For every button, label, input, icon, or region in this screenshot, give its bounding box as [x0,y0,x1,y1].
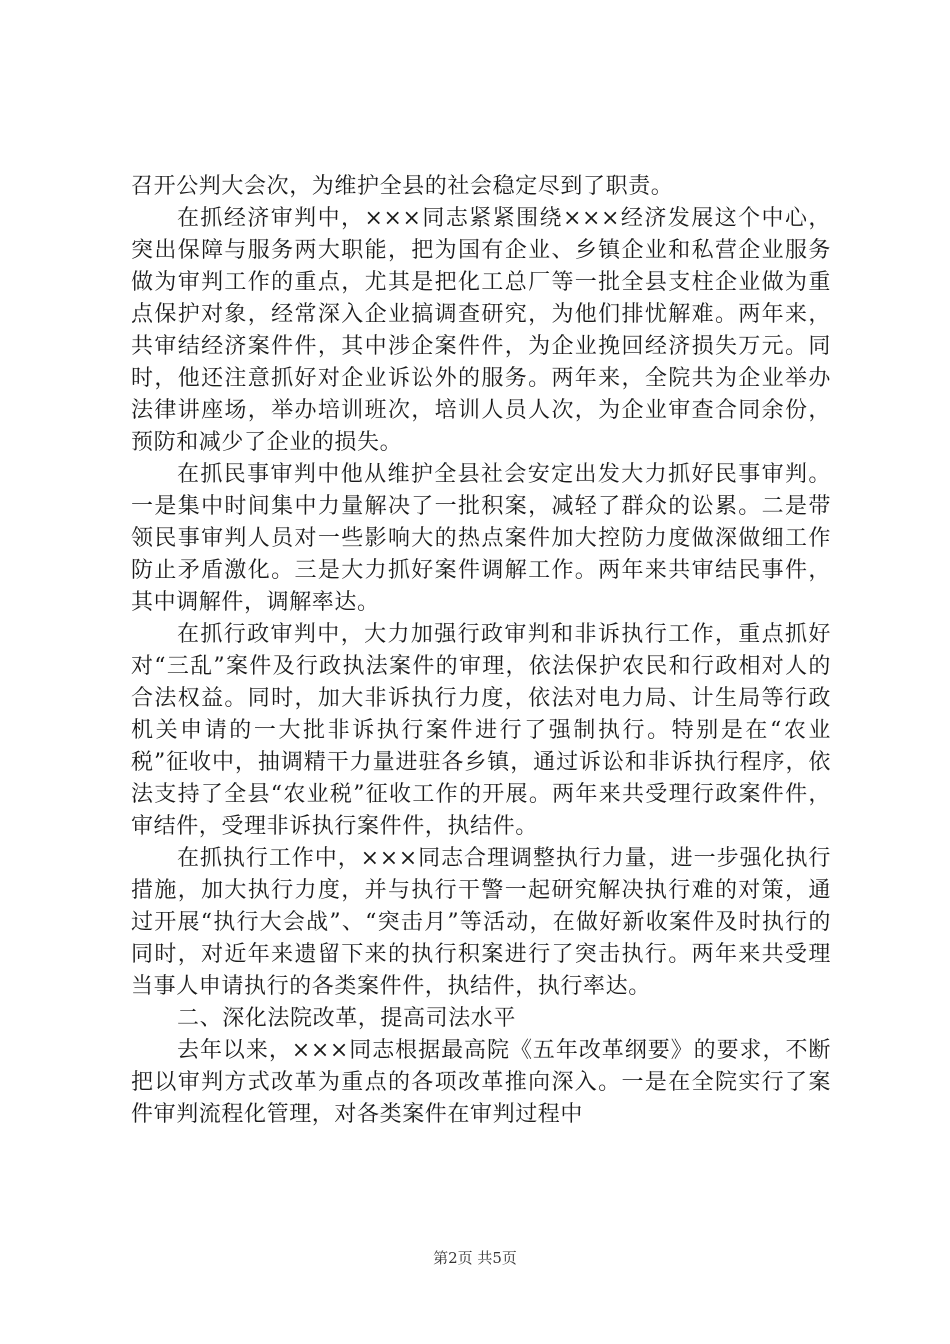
paragraph-2: 在抓经济审判中，×××同志紧紧围绕×××经济发展这个中心，突出保障与服务两大职能，把为国有企业、乡镇企业和私营企业服务做为审判工作的重点，尤其是把化工总厂等一批全县支柱企业做为重点保护对象，经常深入企业搞调查研究，为他们排忧解难。两年来，共审结经济案件件，其中涉企案件件，为企业挽回经济损失万元。同时，他还注意抓好对企业诉讼外的服务。两年来，全院共为企业举办法律讲座场，举办培训班次，培训人员人次，为企业审查合同余份，预防和减少了企业的损失。 [131,206,831,455]
paragraph-1: 召开公判大会次，为维护全县的社会稳定尽到了职责。 [131,174,674,199]
document-body [131,171,831,1131]
section-heading: 二、深化法院改革，提高司法水平 [177,1006,517,1031]
paragraph-4: 在抓行政审判中，大力加强行政审判和非诉执行工作，重点抓好对“三乱”案件及行政执法案件的审理，依法保护农民和行政相对人的合法权益。同时，加大非诉执行力度，依法对电力局、计生局等行政机关申请的一大批非诉执行案件进行了强制执行。特别是在“农业税”征收中，抽调精干力量进驻各乡镇，通过诉讼和非诉执行程序，依法支持了全县“农业税”征收工作的开展。两年来共受理行政案件件，审结件，受理非诉执行案件件，执结件。 [131,622,831,839]
paragraph-5: 在抓执行工作中，×××同志合理调整执行力量，进一步强化执行措施，加大执行力度，并与执行干警一起研究解决执行难的对策，通过开展“执行大会战”、“突击月”等活动，在做好新收案件及时执行的同时，对近年来遗留下来的执行积案进行了突击执行。两年来共受理当事人申请执行的各类案件件，执结件，执行率达。 [131,846,831,999]
paragraph-7: 去年以来，×××同志根据最高院《五年改革纲要》的要求，不断把以审判方式改革为重点的各项改革推向深入。一是在全院实行了案件审判流程化管理，对各类案件在审判过程中 [131,1038,831,1127]
paragraph-3: 在抓民事审判中他从维护全县社会安定出发大力抓好民事审判。一是集中时间集中力量解决了一批积案，减轻了群众的讼累。二是带领民事审判人员对一些影响大的热点案件加大控防力度做深做细工作防止矛盾激化。三是大力抓好案件调解工作。两年来共审结民事件，其中调解件，调解率达。 [131,462,831,615]
page-number-footer: 第2页 共5页 [433,1249,517,1267]
